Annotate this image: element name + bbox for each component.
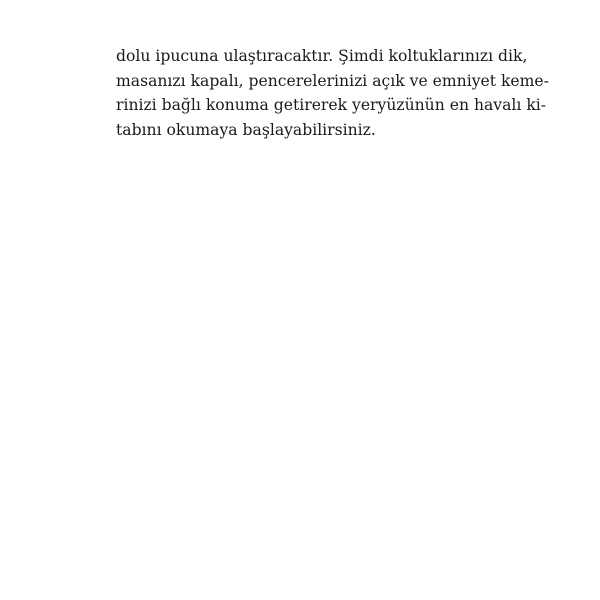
paragraph-line: dolu ipucuna ulaştıracaktır. Şimdi koltuklarınızı dik, (116, 47, 528, 65)
paragraph-line: tabını okumaya başlayabilirsiniz. (116, 120, 376, 139)
body-paragraph (116, 44, 549, 142)
paragraph-line: rinizi bağlı konuma getirerek yeryüzünün en havalı ki- (116, 96, 547, 114)
paragraph-line: masanızı kapalı, pencerelerinizi açık ve emniyet keme- (116, 71, 549, 90)
